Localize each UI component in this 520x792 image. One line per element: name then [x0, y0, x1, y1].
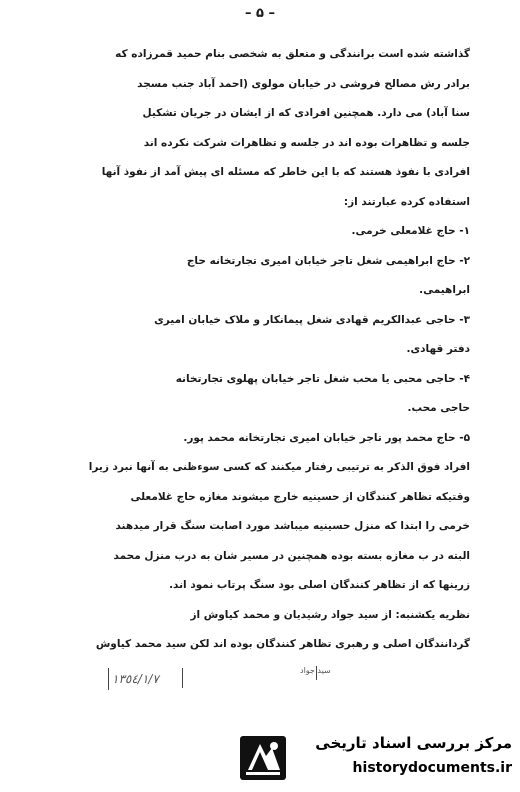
watermark-url[interactable]: historydocuments.ir [352, 760, 512, 776]
body-line: گردانندگان اصلی و رهبری تظاهر کنندگان بوده اند لکن سید محمد کیاوش [95, 638, 470, 650]
body-line: استفاده کرده عبارتند از: [343, 195, 470, 208]
list-item: ۲- حاج ابراهیمی شغل تاجر خیابان امیری تجارتخانه حاج [186, 254, 470, 267]
list-item: ۵- حاج محمد پور تاجر خیابان امیری تجارتخانه محمد پور. [183, 431, 470, 444]
list-item-continuation: ابراهیمی. [419, 284, 470, 296]
watermark [238, 730, 512, 786]
list-item: ۳- حاجی عبدالکریم قهادی شغل پیمانکار و ملاک خیابان امیری [154, 313, 470, 326]
watermark-title: مرکز بررسی اسناد تاریخی [315, 734, 512, 752]
body-line: البته در ب مغازه بسته بوده همچنین در مسیر شان به درب منزل محمد [113, 549, 470, 562]
margin-mark [108, 668, 109, 690]
body-line: برادر رش مصالح فروشی در خیابان مولوی (احمد آباد جنب مسجد [137, 77, 470, 90]
page-number: – ۵ – [245, 6, 275, 21]
body-line: افرادی با نفوذ هستند که با این خاطر که مسئله ای پیش آمد از نفوذ آنها [101, 166, 470, 178]
margin-mark [182, 668, 183, 688]
list-item-continuation: دفتر قهادی. [406, 343, 470, 355]
body-line: نظریه یکشنبه: از سید جواد رشیدیان و محمد کیاوش از [190, 608, 470, 621]
archive-logo-icon [238, 734, 288, 782]
list-item-continuation: حاجی محب. [407, 402, 470, 414]
body-line: زرینها که از تظاهر کنندگان اصلی بود سنگ پرتاب نمود اند. [169, 579, 470, 591]
document-body [62, 40, 470, 660]
handwritten-note: سید جواد [300, 666, 331, 675]
body-line: جلسه و تظاهرات بوده اند در جلسه و تظاهرات شرکت نکرده اند [143, 136, 470, 149]
body-line: خرمی را ابتدا که منزل حسینیه میباشد مورد اصابت سنگ قرار میدهند [115, 520, 470, 532]
list-item: ۴- حاجی محبی یا محب شغل تاجر خیابان پهلوی تجارتخانه [175, 372, 470, 385]
handwritten-date: ١٣٥٤/١/٧ [112, 672, 159, 686]
body-line: گذاشته شده است برانندگی و متعلق به شخصی بنام حمید قمرزاده که [115, 48, 470, 60]
body-line: وقتیکه تظاهر کنندگان از حسینیه خارج میشوند مغازه حاج غلامعلی [130, 490, 470, 503]
list-item: ۱- حاج غلامعلی خرمی. [351, 225, 470, 237]
body-line: سنا آباد) می دارد. همچنین افرادی که از ایشان در جریان تشکیل [142, 107, 470, 119]
body-line: افراد فوق الذکر به ترتیبی رفتار میکنند که کسی سوءظنی به آنها نبرد زیرا [88, 461, 470, 473]
